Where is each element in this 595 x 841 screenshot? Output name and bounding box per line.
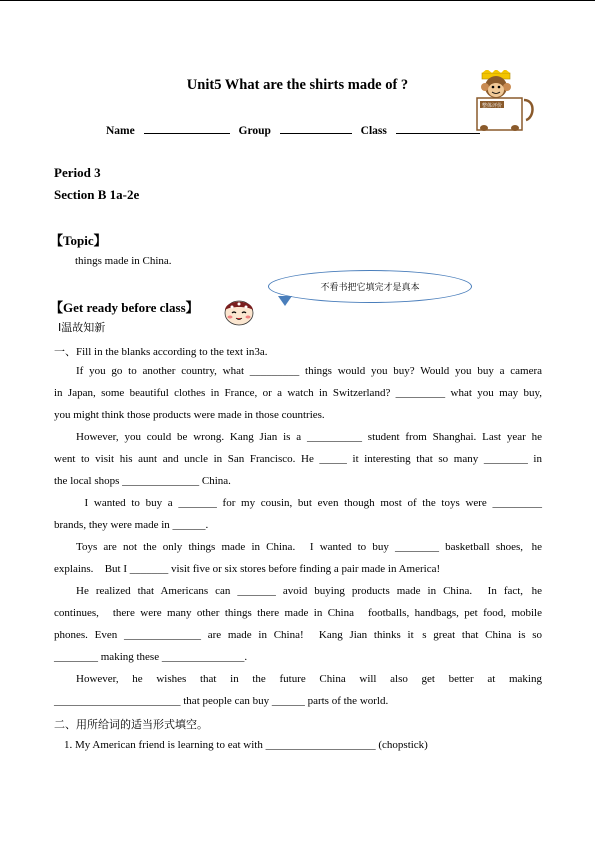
passage-line: you might think those products were made in those countries. — [54, 409, 325, 421]
class-label: Class — [360, 125, 387, 137]
passage-line:  I wanted to buy a _______ for my cousin, but even though most of the toys were _________ — [76, 497, 542, 509]
passage-line: He realized that Americans can _______ avoid buying products made in China.  In fact, he — [76, 585, 542, 597]
topic-text: things made in China. — [75, 255, 172, 267]
passage-line: phones. Even ______________ are made in China!  Kang Jian thinks it s great that China is so — [54, 629, 542, 641]
speech-bubble — [268, 270, 472, 303]
monkey-sign-icon — [474, 70, 536, 136]
monkey-sign-illustration — [474, 70, 536, 136]
cartoon-face-illustration — [220, 296, 258, 326]
top-rule — [0, 0, 595, 1]
passage-line: in Japan, some beautiful clothes in France, or a watch in Switzerland? _________ what you may buy, — [54, 387, 542, 399]
part2-instruction: 二、用所给词的适当形式填空。 — [54, 718, 208, 731]
speech-bubble-tail — [278, 296, 292, 306]
review-label: Ⅰ温故知新 — [58, 321, 106, 334]
passage-line: went to visit his aunt and uncle in San Francisco. He _____ it interesting that so many ________ in — [54, 453, 542, 465]
passage-line: However, you could be wrong. Kang Jian is a __________ student from Shanghai. Last year he — [76, 431, 542, 443]
sign-text: 整体评价 — [481, 102, 503, 109]
period-heading: Period 3 — [54, 165, 101, 180]
passage-line: Toys are not the only things made in China.  I wanted to buy ________ basketball shoes, he — [76, 541, 542, 553]
passage-line: ________ making these _______________. — [54, 651, 248, 663]
get-ready-heading: 【Get ready before class】 — [50, 300, 199, 315]
part1-instruction: 一、Fill in the blanks according to the text in3a. — [54, 346, 268, 358]
group-label: Group — [238, 125, 271, 137]
passage-line: If you go to another country, what _________ things would you buy? Would you buy a camera — [76, 365, 542, 377]
topic-heading: 【Topic】 — [50, 233, 107, 248]
name-group-class-row — [106, 122, 480, 137]
speech-bubble-text: 不看书把它填完才是真本 — [320, 283, 420, 293]
name-label: Name — [106, 125, 135, 137]
passage-line: explains.  But I _______ visit five or six stores before finding a pair made in America!  — [54, 563, 449, 575]
passage-line: However, he wishes that in the future China will also get better at making — [76, 673, 542, 685]
passage-line: _______________________ that people can buy ______ parts of the world. — [54, 695, 389, 707]
class-field[interactable] — [396, 122, 480, 134]
name-field[interactable] — [144, 122, 230, 134]
smiling-face-icon — [220, 296, 258, 326]
part2-question-1: 1. My American friend is learning to eat with ____________________ (chopstick) — [64, 739, 428, 751]
passage-line: the local shops ______________ China. — [54, 475, 231, 487]
group-field[interactable] — [280, 122, 352, 134]
passage-line: continues,  there were many other things there made in China  footballs, handbags, pet food, mobile — [54, 607, 542, 619]
passage-line: brands, they were made in ______.   — [54, 519, 220, 531]
page-title: Unit5 What are the shirts made of ? — [186, 77, 409, 93]
section-heading: Section B 1a-2e — [54, 187, 140, 202]
